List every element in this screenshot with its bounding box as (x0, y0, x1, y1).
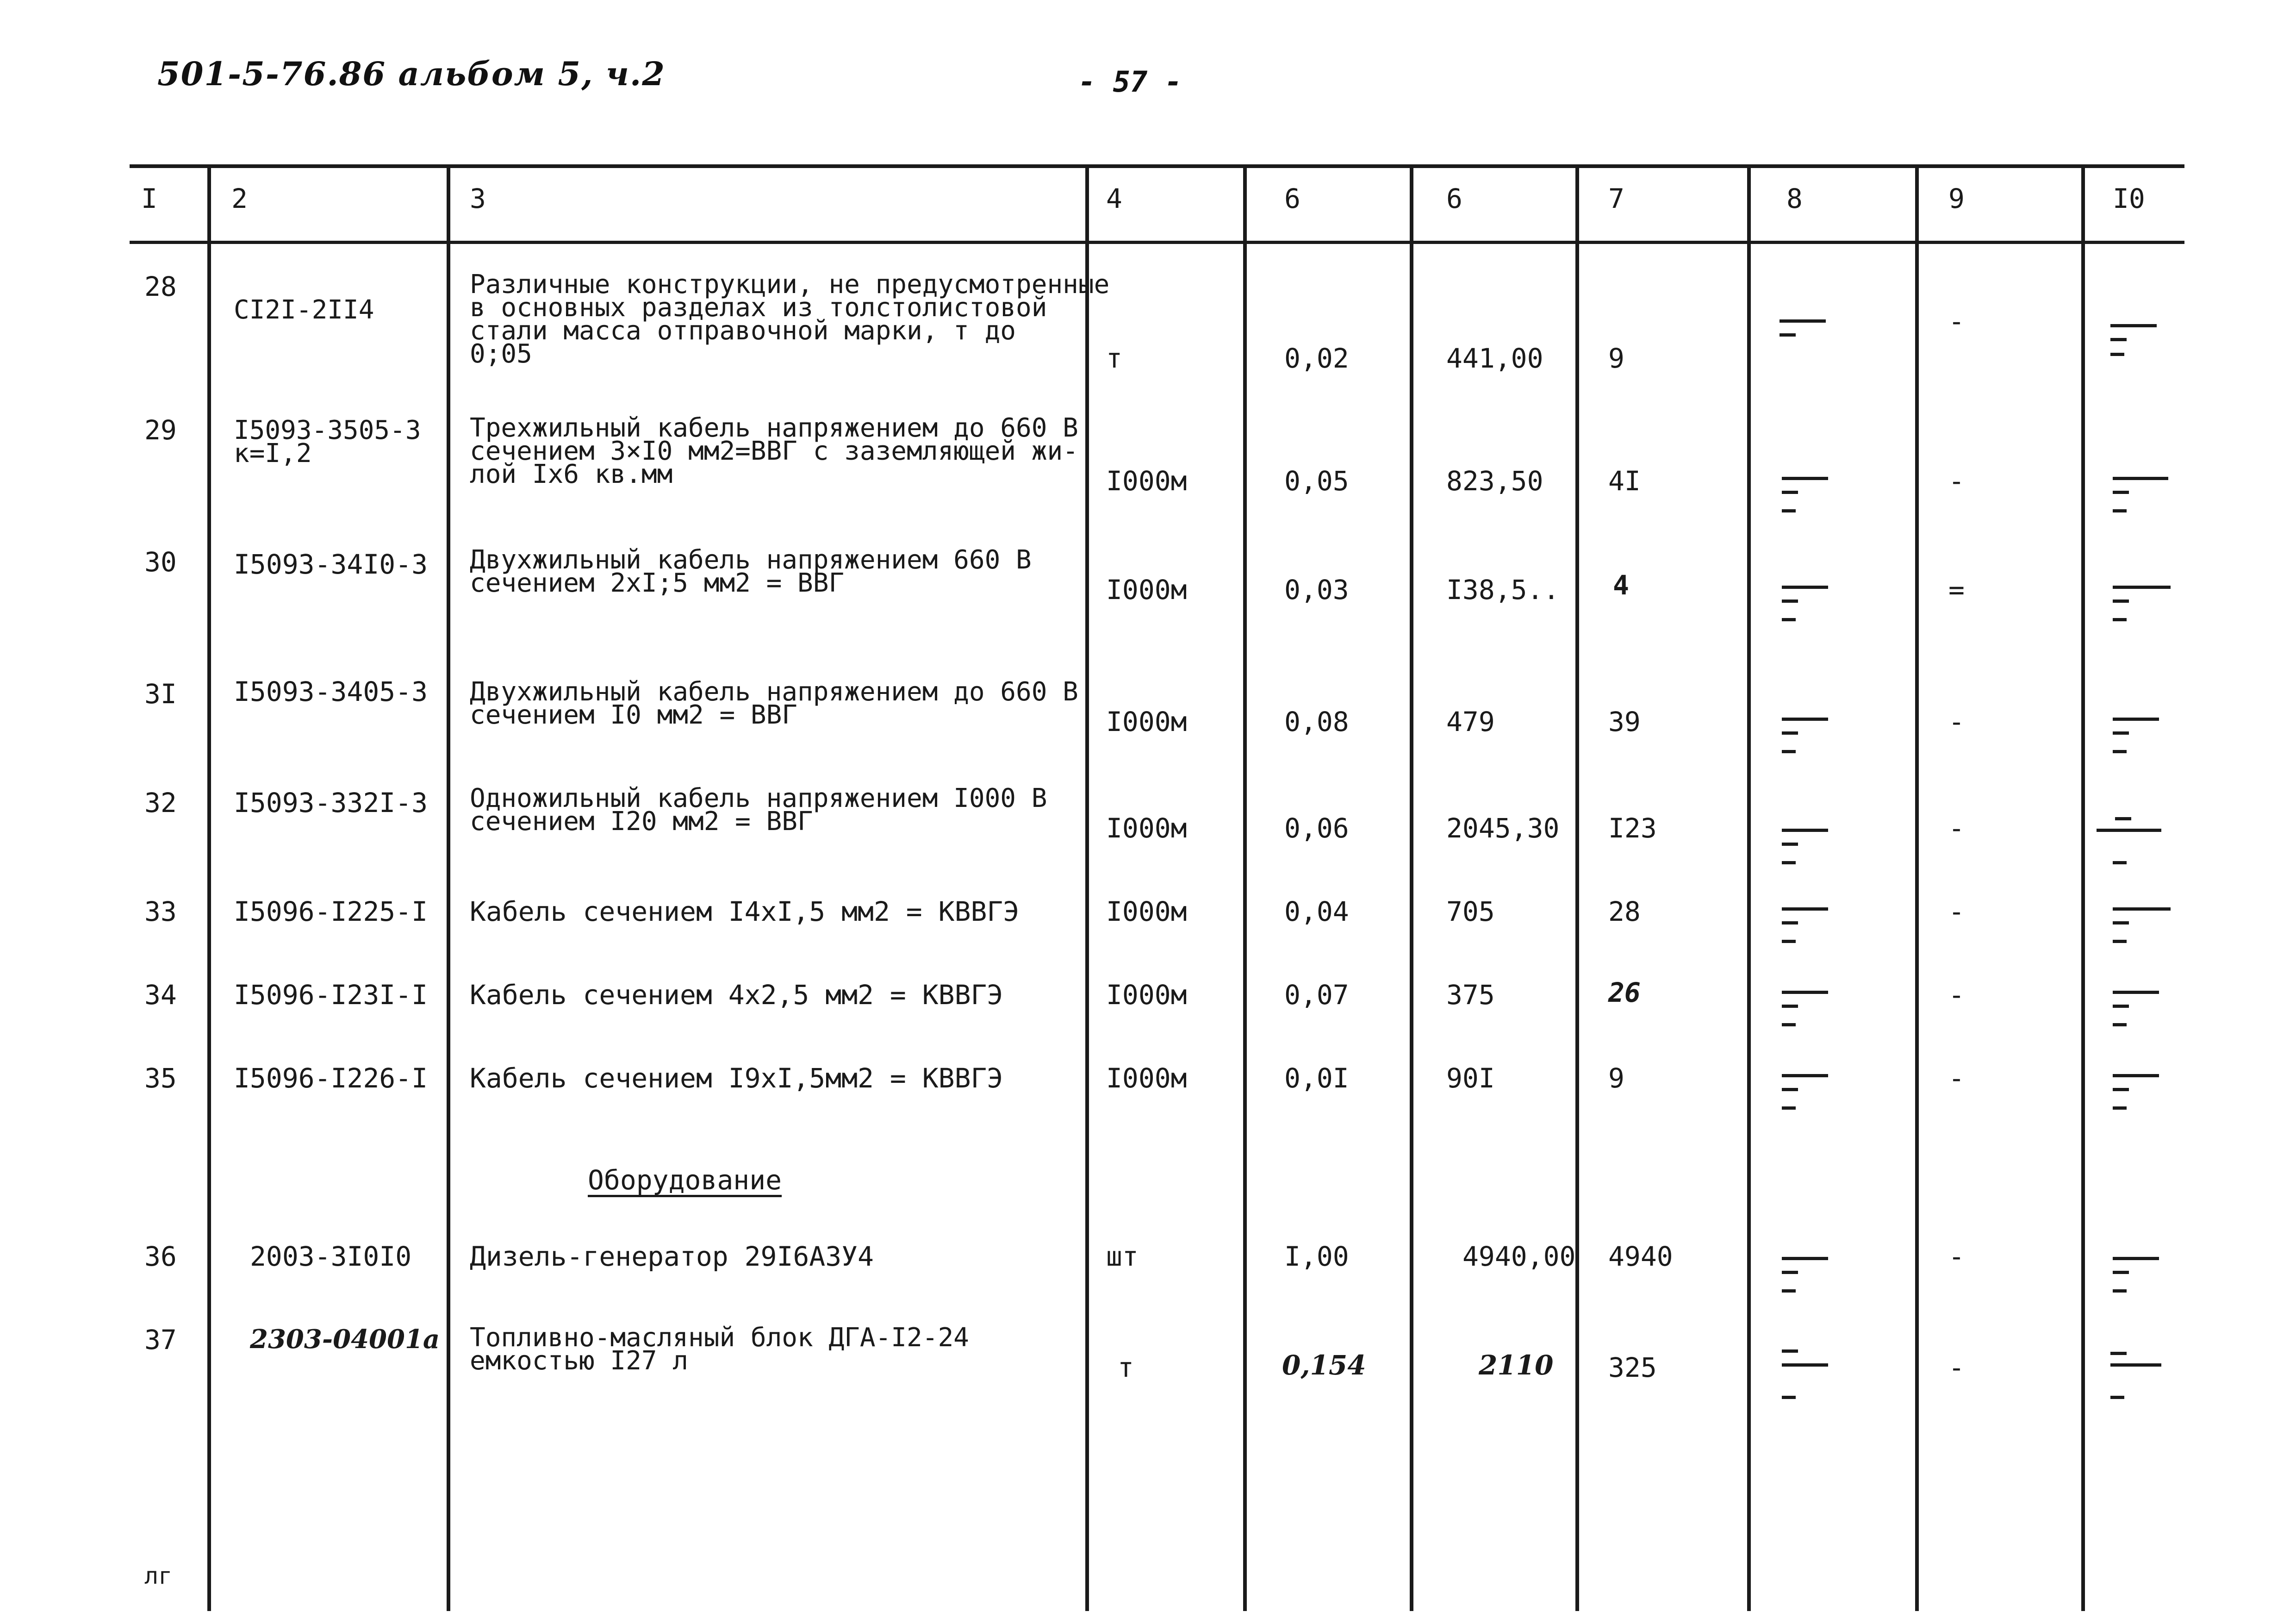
quantity: 0,0I (1284, 1062, 1349, 1094)
price: 2045,30 (1446, 812, 1560, 844)
item-code: I5093-34I0-3 (234, 549, 428, 580)
page-number: - 57 - (1078, 65, 1182, 99)
price: 90I (1446, 1062, 1495, 1094)
item-code: I5093-332I-3 (234, 787, 428, 818)
column-header: 4 (1106, 183, 1122, 214)
column-divider (1410, 167, 1413, 1611)
column-header: I (141, 183, 157, 214)
item-code: 2003-3I0I0 (250, 1241, 412, 1272)
column-divider (447, 167, 450, 1611)
column-9-dash: - (1948, 306, 1965, 337)
quantity: 0,08 (1284, 706, 1349, 737)
item-code: 2303-04001а (250, 1324, 440, 1355)
item-description: Кабель сечением 4х2,5 мм2 = КВВГЭ (470, 979, 1003, 1011)
quantity: 0,03 (1284, 574, 1349, 606)
item-description: Двухжильный кабель напряжением 660 В сечением 2хI;5 мм2 = ВВГ (470, 545, 1032, 598)
unit: I000м (1106, 979, 1187, 1011)
item-code: I5096-I23I-I (234, 979, 428, 1011)
item-description: Двухжильный кабель напряжением до 660 В сечением I0 мм2 = ВВГ (470, 677, 1078, 730)
item-description: Одножильный кабель напряжением I000 В сечением I20 мм2 = ВВГ (470, 783, 1047, 837)
total: I23 (1608, 812, 1657, 844)
item-code: I5093-3405-3 (234, 676, 428, 707)
unit: I000м (1106, 465, 1187, 497)
column-header: 3 (470, 183, 486, 214)
row-number: 32 (144, 787, 177, 818)
footer-mark: лг (144, 1562, 173, 1589)
column-header: 9 (1948, 183, 1965, 214)
column-header: 2 (231, 183, 248, 214)
price: 441,00 (1446, 343, 1543, 374)
row-number: 28 (144, 271, 177, 302)
row-number: 36 (144, 1241, 177, 1272)
column-9-dash: - (1948, 979, 1965, 1011)
column-divider (207, 167, 211, 1611)
total: 4940 (1608, 1241, 1673, 1272)
row-number: 33 (144, 896, 177, 927)
item-description: Кабель сечением I9хI,5мм2 = КВВГЭ (470, 1062, 1003, 1094)
quantity: 0,02 (1284, 343, 1349, 374)
column-9-dash: - (1948, 896, 1965, 927)
item-code: I5096-I226-I (234, 1062, 428, 1094)
price: 479 (1446, 706, 1495, 737)
column-9-dash: - (1948, 1352, 1965, 1383)
column-9-dash: - (1948, 1062, 1965, 1094)
column-divider (1915, 167, 1919, 1611)
price: 2110 (1479, 1349, 1554, 1381)
unit: I000м (1106, 896, 1187, 927)
quantity: 0,04 (1284, 896, 1349, 927)
total: 325 (1608, 1352, 1657, 1383)
column-9-dash: - (1948, 465, 1965, 497)
unit: I000м (1106, 574, 1187, 606)
unit: I000м (1106, 812, 1187, 844)
price: 823,50 (1446, 465, 1543, 497)
unit: т (1118, 1352, 1134, 1383)
unit: I000м (1106, 706, 1187, 737)
price: 4940,00 (1462, 1241, 1576, 1272)
quantity: I,00 (1284, 1241, 1349, 1272)
total: 4 (1613, 569, 1629, 601)
unit: т (1106, 343, 1122, 374)
item-description: Дизель-генератор 29I6А3У4 (470, 1241, 874, 1272)
row-number: 37 (144, 1324, 177, 1355)
column-divider (1085, 167, 1089, 1611)
table-header-rule (130, 241, 2184, 244)
item-code: I5096-I225-I (234, 896, 428, 927)
item-description: Различные конструкции, не предусмотренные в основных разделах из толстолистовой стали масса отправочной марки, т до 0;05 (470, 269, 1110, 369)
table-top-rule (130, 164, 2184, 168)
column-divider (2081, 167, 2085, 1611)
column-header: 6 (1446, 183, 1462, 214)
section-title: Оборудование (588, 1164, 782, 1196)
column-9-dash: - (1948, 812, 1965, 844)
document-code: 501-5-76.86 альбом 5, ч.2 (157, 55, 666, 93)
row-number: 34 (144, 979, 177, 1011)
quantity: 0,05 (1284, 465, 1349, 497)
column-divider (1243, 167, 1247, 1611)
row-number: 35 (144, 1062, 177, 1094)
row-number: 29 (144, 414, 177, 446)
column-header: 7 (1608, 183, 1624, 214)
item-code: CI2I-2II4 (234, 295, 374, 325)
quantity: 0,06 (1284, 812, 1349, 844)
unit: I000м (1106, 1062, 1187, 1094)
total: 4I (1608, 465, 1641, 497)
column-header: I0 (2113, 183, 2145, 214)
total: 9 (1608, 343, 1624, 374)
item-description: Топливно-масляный блок ДГА-I2-24 емкостью I27 л (470, 1323, 969, 1376)
row-number: 30 (144, 546, 177, 578)
item-description: Кабель сечением I4хI,5 мм2 = КВВГЭ (470, 896, 1020, 927)
column-divider (1575, 167, 1579, 1611)
item-description: Трехжильный кабель напряжением до 660 В сечением 3×I0 мм2=ВВГ с заземляющей жи- лой Iх6 кв.мм (470, 413, 1078, 489)
item-code: I5093-3505-3 к=I,2 (234, 415, 421, 468)
total: 28 (1608, 896, 1641, 927)
column-header: 8 (1786, 183, 1803, 214)
total: 39 (1608, 706, 1641, 737)
total: 9 (1608, 1062, 1624, 1094)
quantity: 0,154 (1282, 1349, 1366, 1381)
price: 375 (1446, 979, 1495, 1011)
price: 705 (1446, 896, 1495, 927)
price: I38,5.. (1446, 574, 1560, 606)
column-9-dash: = (1948, 574, 1965, 606)
column-header: 6 (1284, 183, 1300, 214)
column-9-dash: - (1948, 1241, 1965, 1272)
total: 26 (1608, 977, 1641, 1008)
quantity: 0,07 (1284, 979, 1349, 1011)
column-divider (1747, 167, 1751, 1611)
row-number: 3I (144, 678, 177, 710)
unit: шт (1106, 1241, 1139, 1272)
column-9-dash: - (1948, 706, 1965, 737)
